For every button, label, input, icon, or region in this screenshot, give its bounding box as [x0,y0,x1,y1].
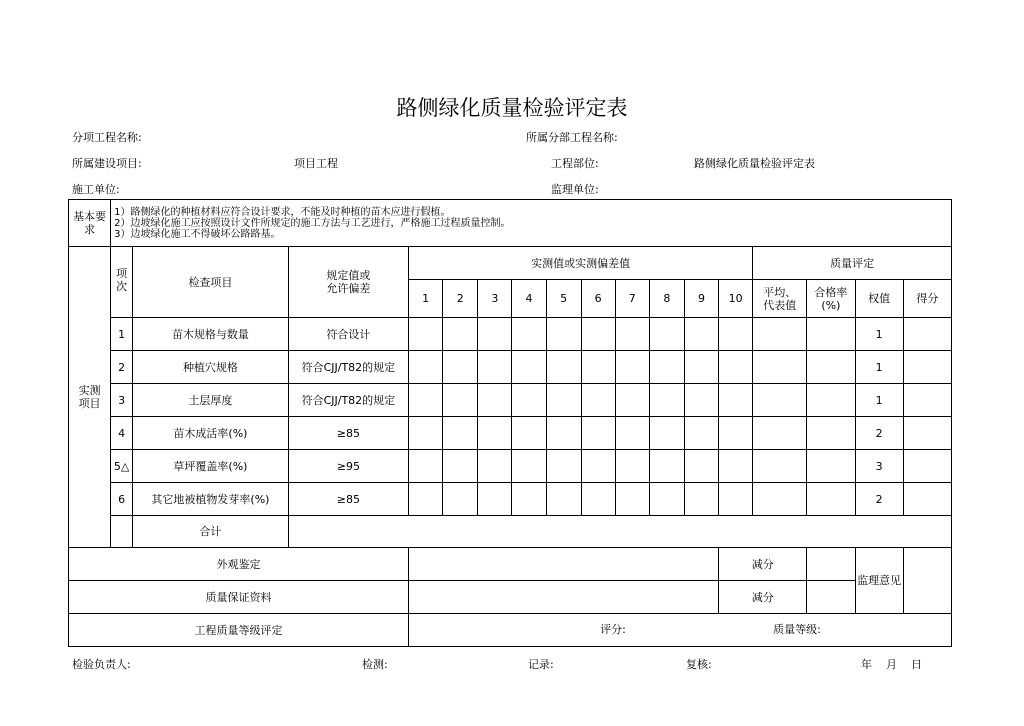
measure-cell[interactable] [546,351,581,384]
measure-cell[interactable] [443,483,478,516]
rating-label: 评分: [600,623,626,636]
measure-cell[interactable] [443,450,478,483]
measure-cell[interactable] [546,483,581,516]
supervisor-opinion-label: 监理意见 [855,548,903,614]
supervisor-opinion-value[interactable] [903,548,951,614]
table-row [69,384,952,417]
measure-cell[interactable] [719,384,753,417]
measure-cell[interactable] [615,351,649,384]
measure-cell[interactable] [478,384,512,417]
measure-col-9: 9 [684,280,718,318]
measure-cell[interactable] [684,384,718,417]
footer-review: 复核: [686,658,712,671]
score-cell[interactable] [903,384,951,417]
footer-year: 年 [861,658,872,671]
requirement-line: 2）边坡绿化施工应按照设计文件所规定的施工方法与工艺进行，严格施工过程质量控制。 [114,217,511,229]
measure-cell[interactable] [649,450,684,483]
average-cell[interactable] [753,483,807,516]
supervisor-label: 监理单位: [551,183,599,196]
measure-cell[interactable] [615,318,649,351]
measure-cell[interactable] [684,351,718,384]
table-row [69,450,952,483]
measure-cell[interactable] [649,483,684,516]
measure-cell[interactable] [478,351,512,384]
row-no: 5△ [111,450,133,483]
quality-docs-label: 质量保证资料 [69,581,409,614]
measure-cell[interactable] [615,417,649,450]
measure-col-1: 1 [409,280,443,318]
row-no: 1 [111,318,133,351]
measure-cell[interactable] [684,417,718,450]
contractor-label: 施工单位: [72,183,120,196]
spec-header: 规定值或 允许偏差 [288,247,408,318]
row-spec: ≥95 [288,450,408,483]
measure-cell[interactable] [684,318,718,351]
row-weight: 1 [855,384,903,417]
measure-cell[interactable] [684,483,718,516]
measure-cell[interactable] [719,318,753,351]
measure-cell[interactable] [443,318,478,351]
measure-cell[interactable] [546,417,581,450]
measure-cell[interactable] [684,450,718,483]
row-item: 苗木成活率(%) [133,417,289,450]
measure-col-5: 5 [546,280,581,318]
measure-cell[interactable] [409,483,443,516]
measure-cell[interactable] [409,351,443,384]
footer-day: 日 [911,658,922,671]
row-spec: 符合设计 [288,318,408,351]
measure-cell[interactable] [649,351,684,384]
project-part-label: 工程部位: [551,157,599,170]
score-cell[interactable] [903,450,951,483]
score-cell[interactable] [903,417,951,450]
measure-cell[interactable] [581,483,615,516]
average-cell[interactable] [753,384,807,417]
total-label-spacer [111,516,133,548]
pass-rate-cell[interactable] [807,351,855,384]
average-cell[interactable] [753,450,807,483]
average-cell[interactable] [753,351,807,384]
basic-requirements-label: 基本要求 [69,200,111,247]
footer-inspector: 检验负责人: [72,658,131,671]
measure-cell[interactable] [649,318,684,351]
table-row [69,351,952,384]
requirement-line: 1）路侧绿化的种植材料应符合设计要求，不能及时种植的苗木应进行假植。 [114,206,451,218]
score-cell[interactable] [903,318,951,351]
measure-cell[interactable] [581,450,615,483]
row-no: 3 [111,384,133,417]
item-no-header: 项 次 [111,247,133,318]
footer-month: 月 [886,658,897,671]
measure-cell[interactable] [546,384,581,417]
construction-project-label: 所属建设项目: [72,157,142,170]
score-cell[interactable] [903,351,951,384]
measure-cell[interactable] [512,450,546,483]
table-row [69,318,952,351]
measure-col-7: 7 [615,280,649,318]
project-value: 项目工程 [294,157,338,170]
row-spec: ≥85 [288,417,408,450]
measure-cell[interactable] [546,318,581,351]
project-part-value: 路侧绿化质量检验评定表 [694,157,815,170]
measure-cell[interactable] [512,351,546,384]
grade-row [409,614,952,647]
table-row [69,417,952,450]
measured-values-header: 实测值或实测偏差值 [409,247,753,280]
measure-cell[interactable] [615,450,649,483]
row-no: 2 [111,351,133,384]
appearance-value[interactable] [409,548,719,581]
measure-cell[interactable] [649,384,684,417]
quality-grade-label: 质量等级: [773,623,821,636]
measure-cell[interactable] [581,417,615,450]
total-value-cell[interactable] [288,516,951,548]
quality-docs-value[interactable] [409,581,719,614]
measure-cell[interactable] [409,450,443,483]
measure-cell[interactable] [512,384,546,417]
measure-cell[interactable] [719,351,753,384]
total-label: 合计 [133,516,289,548]
footer-record: 记录: [528,658,554,671]
table-row [69,483,952,516]
weight-header: 权值 [855,280,903,318]
row-item: 苗木规格与数量 [133,318,289,351]
measure-cell[interactable] [409,318,443,351]
measure-cell[interactable] [719,450,753,483]
measure-cell[interactable] [443,417,478,450]
average-cell[interactable] [753,318,807,351]
measure-cell[interactable] [409,417,443,450]
row-weight: 1 [855,318,903,351]
measure-cell[interactable] [546,450,581,483]
requirement-line: 3）边坡绿化施工不得破坏公路路基。 [114,228,281,240]
pass-rate-cell[interactable] [807,450,855,483]
measure-cell[interactable] [443,351,478,384]
grade-label: 工程质量等级评定 [69,614,409,647]
row-weight: 2 [855,417,903,450]
sub-project-label: 分项工程名称: [72,131,142,144]
measure-cell[interactable] [615,483,649,516]
measure-col-8: 8 [649,280,684,318]
quality-eval-header: 质量评定 [753,247,952,280]
footer-test: 检测: [362,658,388,671]
row-no: 4 [111,417,133,450]
appearance-label: 外观鉴定 [69,548,409,581]
row-item: 其它地被植物发芽率(%) [133,483,289,516]
row-item: 土层厚度 [133,384,289,417]
measure-cell[interactable] [478,318,512,351]
row-spec: 符合CJJ/T82的规定 [288,351,408,384]
average-cell[interactable] [753,417,807,450]
parent-project-label: 所属分部工程名称: [526,131,618,144]
row-weight: 2 [855,483,903,516]
measure-cell[interactable] [649,417,684,450]
measure-cell[interactable] [443,384,478,417]
measure-col-2: 2 [443,280,478,318]
row-no: 6 [111,483,133,516]
measured-group-label: 实测 项目 [69,247,111,548]
basic-requirements-text [111,200,952,247]
row-spec: ≥85 [288,483,408,516]
row-weight: 3 [855,450,903,483]
measure-cell[interactable] [478,483,512,516]
row-spec: 符合CJJ/T82的规定 [288,384,408,417]
measure-cell[interactable] [581,384,615,417]
row-weight: 1 [855,351,903,384]
measure-cell[interactable] [409,384,443,417]
quality-docs-deduction-value[interactable] [807,581,855,614]
measure-col-4: 4 [512,280,546,318]
score-cell[interactable] [903,483,951,516]
page-title: 路侧绿化质量检验评定表 [396,96,628,120]
quality-docs-deduction-label: 减分 [719,581,807,614]
measure-cell[interactable] [615,384,649,417]
average-header: 平均、 代表值 [753,280,807,318]
measure-cell[interactable] [512,318,546,351]
inspection-table [68,199,952,647]
measure-cell[interactable] [581,351,615,384]
measure-cell[interactable] [512,417,546,450]
pass-rate-cell[interactable] [807,483,855,516]
pass-rate-cell[interactable] [807,318,855,351]
score-header: 得分 [903,280,951,318]
pass-rate-header: 合格率 (%) [807,280,855,318]
measure-cell[interactable] [581,318,615,351]
measure-col-6: 6 [581,280,615,318]
measure-cell[interactable] [719,483,753,516]
appearance-deduction-value[interactable] [807,548,855,581]
pass-rate-cell[interactable] [807,417,855,450]
row-item: 种植穴规格 [133,351,289,384]
appearance-deduction-label: 减分 [719,548,807,581]
measure-col-3: 3 [478,280,512,318]
measure-cell[interactable] [478,417,512,450]
measure-cell[interactable] [719,417,753,450]
check-item-header: 检查项目 [133,247,289,318]
measure-col-10: 10 [719,280,753,318]
measure-cell[interactable] [512,483,546,516]
pass-rate-cell[interactable] [807,384,855,417]
row-item: 草坪覆盖率(%) [133,450,289,483]
measure-cell[interactable] [478,450,512,483]
